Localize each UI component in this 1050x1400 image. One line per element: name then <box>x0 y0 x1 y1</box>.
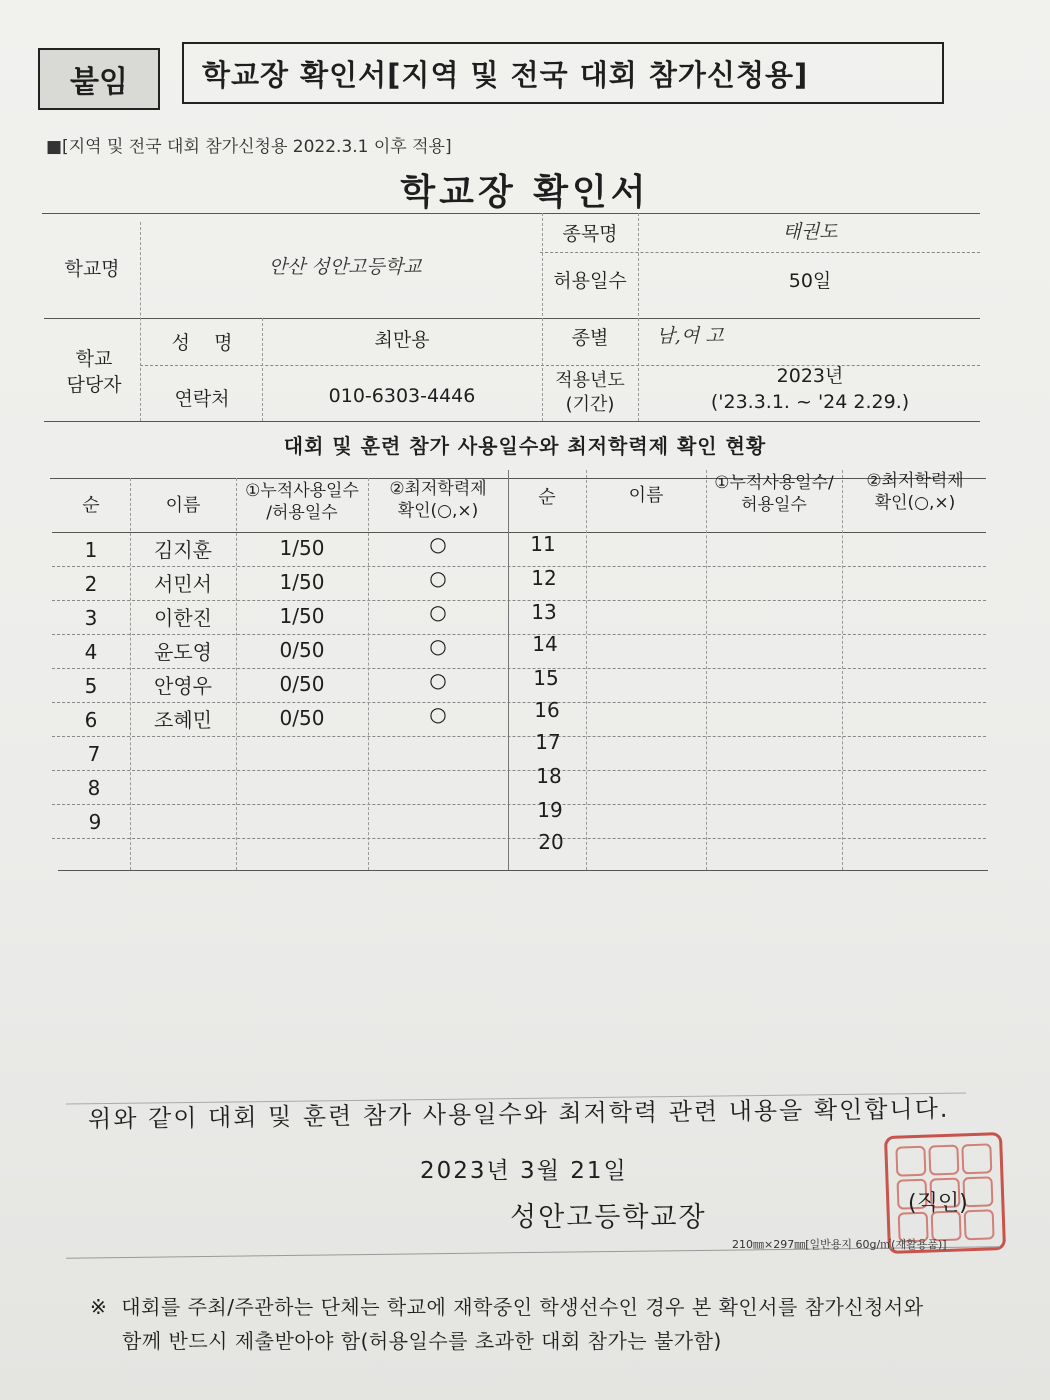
row-no: 4 <box>84 640 98 664</box>
event-name-label: 종목명 <box>562 223 618 246</box>
period-value: ('23.3.1. ~ '24 2.29.) <box>710 391 910 414</box>
row-no: 8 <box>87 776 101 800</box>
issue-date: 2023년 3월 21일 <box>420 1158 628 1184</box>
header-check: ②최저학력제 확인(○,×) <box>389 478 487 521</box>
person-name-value: 최만용 <box>374 329 430 352</box>
row-no-right: 16 <box>534 698 560 722</box>
row-days: 0/50 <box>279 638 325 662</box>
confirmation-text: 위와 같이 대회 및 훈련 참가 사용일수와 최저학력 관련 내용을 확인합니다. <box>87 1094 950 1134</box>
row-name: 서민서 <box>154 571 212 596</box>
grid-border <box>58 870 988 871</box>
row-name: 안영우 <box>154 673 212 698</box>
row-check: ○ <box>429 634 447 658</box>
document-title: 학교장 확인서[지역 및 전국 대회 참가신청용] <box>182 42 944 104</box>
info-table-border <box>42 213 980 214</box>
row-name: 윤도영 <box>154 639 212 664</box>
info-row-divider <box>540 252 980 253</box>
row-no-right: 11 <box>530 532 556 556</box>
row-check: ○ <box>429 668 447 692</box>
row-check: ○ <box>429 702 447 726</box>
row-no: 7 <box>87 742 101 766</box>
row-no-right: 17 <box>535 730 561 754</box>
status-title: 대회 및 훈련 참가 사용일수와 최저학력제 확인 현황 <box>283 434 767 458</box>
header-days-right: ①누적사용일수/ 허용일수 <box>714 472 834 515</box>
row-name: 김지훈 <box>154 537 212 562</box>
footnote <box>90 1290 924 1358</box>
principal-name: 성안고등학교장 <box>510 1202 707 1233</box>
footnote-line-1 <box>90 1290 924 1324</box>
header-name: 이름 <box>165 495 201 517</box>
person-name-label: 성 명 <box>171 332 233 355</box>
row-no-right: 18 <box>536 764 562 788</box>
row-no: 9 <box>88 810 102 834</box>
manager-label: 학교 담당자 <box>66 348 122 396</box>
info-row-divider <box>44 318 980 319</box>
row-days: 0/50 <box>279 706 325 730</box>
row-no-right: 20 <box>538 830 564 854</box>
category-value: 남,여 고 <box>656 325 724 348</box>
grid-col-line <box>706 470 707 870</box>
applicability-note: ■[지역 및 전국 대회 참가신청용 2022.3.1 이후 적용] <box>46 137 452 157</box>
header-check-right: ②최저학력제 확인(○,×) <box>866 470 964 513</box>
header-no-right: 순 <box>538 487 556 509</box>
row-check: ○ <box>429 600 447 624</box>
row-no-right: 15 <box>533 666 559 690</box>
seal-glyph <box>928 1145 959 1176</box>
row-name: 이한진 <box>154 605 212 630</box>
header-days: ①누적사용일수 /허용일수 <box>245 480 359 523</box>
allowed-days-value: 50일 <box>788 270 832 293</box>
row-check: ○ <box>429 566 447 590</box>
row-no-right: 12 <box>531 566 557 590</box>
seal-glyph <box>961 1143 992 1174</box>
info-col-divider <box>638 213 639 421</box>
school-name-label: 학교명 <box>64 258 120 281</box>
row-no-right: 13 <box>531 600 557 624</box>
year-label: 적용년도 (기간) <box>555 369 625 415</box>
row-no: 5 <box>84 674 98 698</box>
header-no: 순 <box>82 495 100 517</box>
footnote-line-2: 함께 반드시 제출받아야 함(허용일수를 초과한 대회 참가는 불가함) <box>122 1329 722 1353</box>
contact-value: 010-6303-4446 <box>328 385 476 408</box>
main-title: 학교장 확인서 <box>400 172 650 213</box>
info-table-border <box>44 421 980 422</box>
row-days: 1/50 <box>279 604 325 628</box>
header-name-right: 이름 <box>628 485 664 507</box>
category-label: 종별 <box>571 327 609 350</box>
footnote-mark: ※ <box>90 1295 108 1319</box>
grid-col-line <box>842 470 843 870</box>
row-no: 2 <box>84 572 98 596</box>
row-days: 1/50 <box>279 536 325 560</box>
contact-label: 연락처 <box>174 388 230 411</box>
row-no: 1 <box>84 538 98 562</box>
seal-glyph <box>895 1146 926 1177</box>
row-days: 1/50 <box>279 570 325 594</box>
row-no-right: 19 <box>537 798 563 822</box>
row-days: 0/50 <box>279 672 325 696</box>
row-check: ○ <box>429 532 447 556</box>
paper-spec: 210㎜×297㎜[일반용지 60g/㎡(재활용품)] <box>732 1238 947 1251</box>
row-no: 6 <box>84 708 98 732</box>
school-name-value: 안산 성안고등학교 <box>268 256 422 279</box>
attachment-tag: 붙임 <box>38 48 160 110</box>
row-no: 3 <box>84 606 98 630</box>
seal-glyph <box>964 1209 995 1240</box>
event-name-value: 태권도 <box>782 221 838 244</box>
year-value: 2023년 <box>776 365 844 388</box>
row-name: 조혜민 <box>154 707 212 732</box>
row-no-right: 14 <box>532 632 558 656</box>
allowed-days-label: 허용일수 <box>553 270 627 293</box>
footnote-text-1: 대회를 주최/주관하는 단체는 학교에 재학중인 학생선수인 경우 본 확인서를 참가신청서와 <box>121 1295 924 1319</box>
seal-label: (직인) <box>908 1191 968 1216</box>
